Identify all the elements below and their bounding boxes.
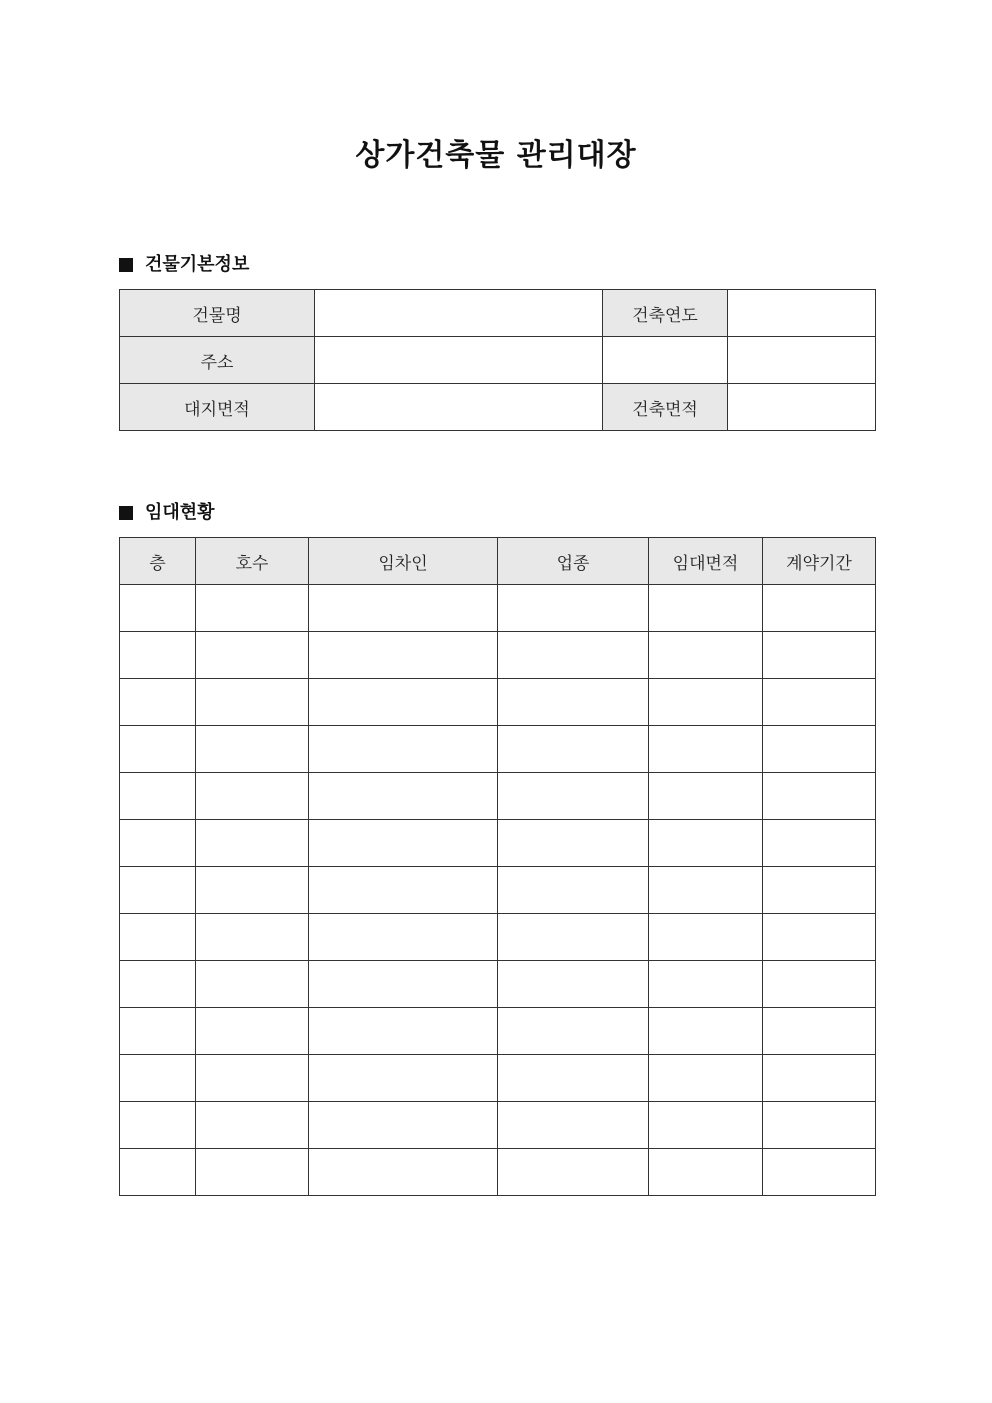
table-row xyxy=(120,961,876,1008)
lease-area-cell[interactable] xyxy=(649,726,763,773)
business-type-cell[interactable] xyxy=(498,914,649,961)
lease-area-cell[interactable] xyxy=(649,1055,763,1102)
table-row xyxy=(120,585,876,632)
lease-area-cell[interactable] xyxy=(649,867,763,914)
basic-info-heading xyxy=(119,252,249,278)
tenant-cell[interactable] xyxy=(309,961,498,1008)
contract-period-cell[interactable] xyxy=(763,726,876,773)
tenant-cell[interactable] xyxy=(309,914,498,961)
address-extra-field-1[interactable] xyxy=(603,337,728,384)
lease-header-row xyxy=(120,538,876,585)
contract-period-cell[interactable] xyxy=(763,867,876,914)
column-header-floor: 층 xyxy=(120,538,196,585)
business-type-cell[interactable] xyxy=(498,773,649,820)
basic-info-heading-label: 건물기본정보 xyxy=(145,254,250,275)
contract-period-cell[interactable] xyxy=(763,679,876,726)
business-type-cell[interactable] xyxy=(498,726,649,773)
lease-area-cell[interactable] xyxy=(649,679,763,726)
floor-cell[interactable] xyxy=(120,1102,196,1149)
column-header-unit: 호수 xyxy=(196,538,309,585)
tenant-cell[interactable] xyxy=(309,773,498,820)
unit-cell[interactable] xyxy=(196,773,309,820)
lease-status-heading xyxy=(119,500,215,526)
table-row xyxy=(120,632,876,679)
business-type-cell[interactable] xyxy=(498,1102,649,1149)
column-header-lease-area: 임대면적 xyxy=(649,538,763,585)
table-row xyxy=(120,914,876,961)
lease-area-cell[interactable] xyxy=(649,820,763,867)
basic-info-table xyxy=(119,289,876,431)
floor-cell[interactable] xyxy=(120,961,196,1008)
unit-cell[interactable] xyxy=(196,914,309,961)
basic-info-row xyxy=(120,337,876,384)
tenant-cell[interactable] xyxy=(309,867,498,914)
floor-cell[interactable] xyxy=(120,585,196,632)
lease-table xyxy=(119,537,876,1196)
table-row xyxy=(120,867,876,914)
floor-cell[interactable] xyxy=(120,726,196,773)
contract-period-cell[interactable] xyxy=(763,914,876,961)
contract-period-cell[interactable] xyxy=(763,961,876,1008)
column-header-tenant: 임차인 xyxy=(309,538,498,585)
tenant-cell[interactable] xyxy=(309,1102,498,1149)
tenant-cell[interactable] xyxy=(309,632,498,679)
tenant-cell[interactable] xyxy=(309,820,498,867)
unit-cell[interactable] xyxy=(196,585,309,632)
table-row xyxy=(120,773,876,820)
building-name-label: 건물명 xyxy=(120,290,315,337)
business-type-cell[interactable] xyxy=(498,632,649,679)
contract-period-cell[interactable] xyxy=(763,1055,876,1102)
unit-cell[interactable] xyxy=(196,867,309,914)
business-type-cell[interactable] xyxy=(498,961,649,1008)
table-row xyxy=(120,1102,876,1149)
address-field[interactable] xyxy=(315,337,603,384)
table-row xyxy=(120,1149,876,1196)
unit-cell[interactable] xyxy=(196,632,309,679)
lease-table-body xyxy=(120,585,876,1196)
business-type-cell[interactable] xyxy=(498,820,649,867)
contract-period-cell[interactable] xyxy=(763,773,876,820)
lease-area-cell[interactable] xyxy=(649,1102,763,1149)
business-type-cell[interactable] xyxy=(498,867,649,914)
floor-cell[interactable] xyxy=(120,1149,196,1196)
unit-cell[interactable] xyxy=(196,726,309,773)
table-row xyxy=(120,679,876,726)
tenant-cell[interactable] xyxy=(309,585,498,632)
floor-cell[interactable] xyxy=(120,820,196,867)
building-name-field[interactable] xyxy=(315,290,603,337)
lease-area-cell[interactable] xyxy=(649,1149,763,1196)
basic-info-row xyxy=(120,290,876,337)
business-type-cell[interactable] xyxy=(498,1055,649,1102)
building-area-field[interactable] xyxy=(728,384,876,431)
unit-cell[interactable] xyxy=(196,961,309,1008)
land-area-label: 대지면적 xyxy=(120,384,315,431)
tenant-cell[interactable] xyxy=(309,679,498,726)
lease-area-cell[interactable] xyxy=(649,773,763,820)
floor-cell[interactable] xyxy=(120,773,196,820)
lease-area-cell[interactable] xyxy=(649,1008,763,1055)
business-type-cell[interactable] xyxy=(498,585,649,632)
lease-status-heading-label: 임대현황 xyxy=(145,502,215,523)
address-extra-field-2[interactable] xyxy=(728,337,876,384)
contract-period-cell[interactable] xyxy=(763,1008,876,1055)
floor-cell[interactable] xyxy=(120,679,196,726)
floor-cell[interactable] xyxy=(120,1055,196,1102)
tenant-cell[interactable] xyxy=(309,726,498,773)
unit-cell[interactable] xyxy=(196,1055,309,1102)
lease-area-cell[interactable] xyxy=(649,632,763,679)
contract-period-cell[interactable] xyxy=(763,820,876,867)
contract-period-cell[interactable] xyxy=(763,632,876,679)
unit-cell[interactable] xyxy=(196,1008,309,1055)
unit-cell[interactable] xyxy=(196,1102,309,1149)
contract-period-cell[interactable] xyxy=(763,585,876,632)
construction-year-label: 건축연도 xyxy=(603,290,728,337)
building-area-label: 건축면적 xyxy=(603,384,728,431)
square-bullet-icon xyxy=(119,506,133,520)
lease-area-cell[interactable] xyxy=(649,914,763,961)
floor-cell[interactable] xyxy=(120,914,196,961)
table-row xyxy=(120,1055,876,1102)
square-bullet-icon xyxy=(119,258,133,272)
contract-period-cell[interactable] xyxy=(763,1102,876,1149)
construction-year-field[interactable] xyxy=(728,290,876,337)
contract-period-cell[interactable] xyxy=(763,1149,876,1196)
page-title: 상가건축물 관리대장 xyxy=(355,138,637,173)
column-header-contract-period: 계약기간 xyxy=(763,538,876,585)
tenant-cell[interactable] xyxy=(309,1055,498,1102)
table-row xyxy=(120,726,876,773)
lease-area-cell[interactable] xyxy=(649,585,763,632)
floor-cell[interactable] xyxy=(120,1008,196,1055)
table-row xyxy=(120,820,876,867)
tenant-cell[interactable] xyxy=(309,1008,498,1055)
business-type-cell[interactable] xyxy=(498,1008,649,1055)
column-header-business-type: 업종 xyxy=(498,538,649,585)
tenant-cell[interactable] xyxy=(309,1149,498,1196)
floor-cell[interactable] xyxy=(120,632,196,679)
unit-cell[interactable] xyxy=(196,820,309,867)
unit-cell[interactable] xyxy=(196,1149,309,1196)
floor-cell[interactable] xyxy=(120,867,196,914)
land-area-field[interactable] xyxy=(315,384,603,431)
lease-area-cell[interactable] xyxy=(649,961,763,1008)
business-type-cell[interactable] xyxy=(498,679,649,726)
unit-cell[interactable] xyxy=(196,679,309,726)
table-row xyxy=(120,1008,876,1055)
basic-info-row xyxy=(120,384,876,431)
business-type-cell[interactable] xyxy=(498,1149,649,1196)
address-label: 주소 xyxy=(120,337,315,384)
